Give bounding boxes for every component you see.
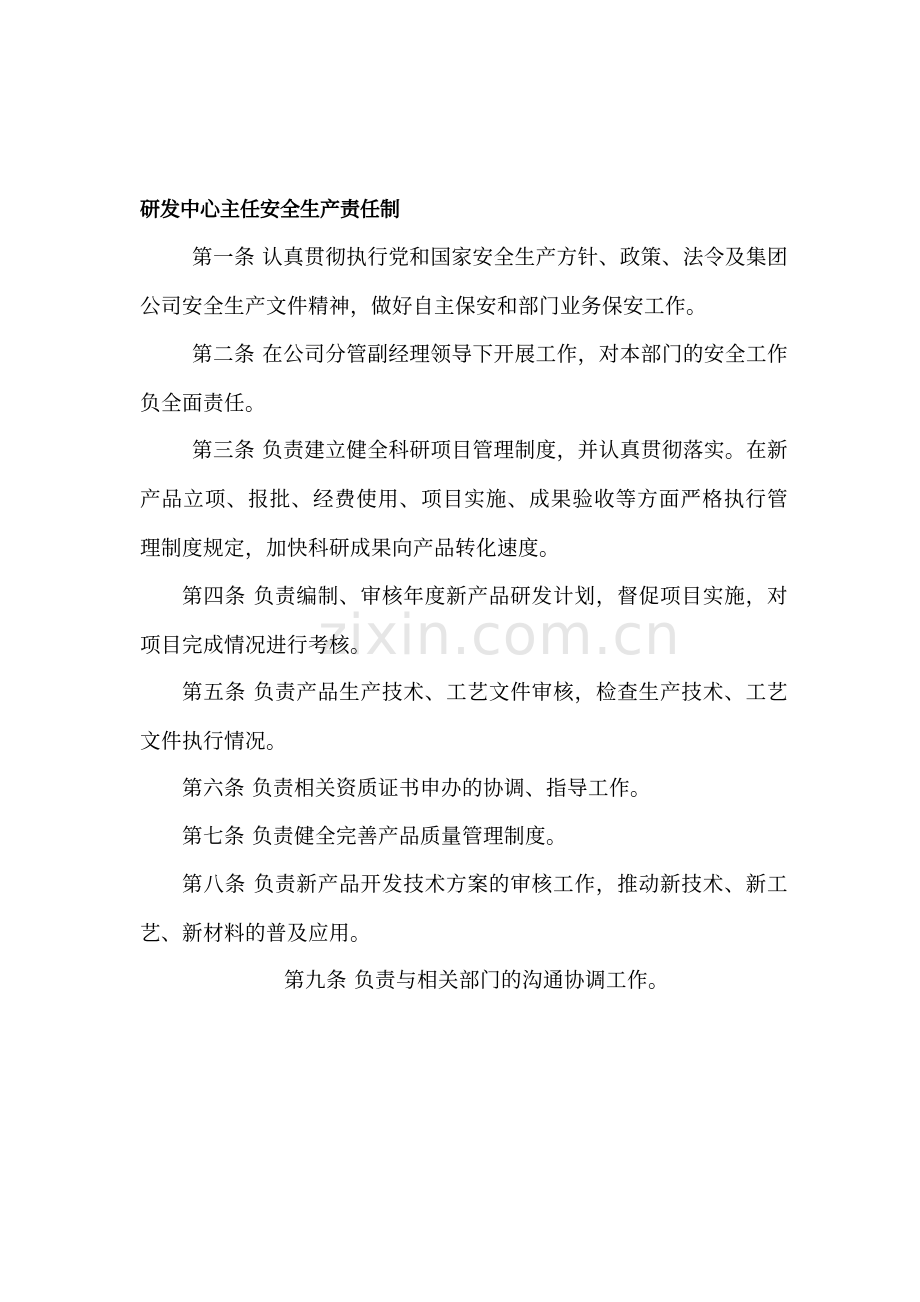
- article-3: 第三条 负责建立健全科研项目管理制度，并认真贯彻落实。在新产品立项、报批、经费使用、项目实施、成果验收等方面严格执行管理制度规定，加快科研成果向产品转化速度。: [140, 438, 788, 560]
- watermark: zixin.com.cn: [318, 603, 681, 668]
- article-8: 第八条 负责新产品开发技术方案的审核工作，推动新技术、新工艺、新材料的普及应用。: [140, 872, 788, 945]
- article-9: 第九条 负责与相关部门的沟通协调工作。: [284, 968, 670, 992]
- article-5: 第五条 负责产品生产技术、工艺文件审核，检查生产技术、工艺文件执行情况。: [140, 680, 788, 753]
- article-2: 第二条 在公司分管副经理领导下开展工作，对本部门的安全工作负全面责任。: [140, 342, 788, 415]
- article-4: 第四条 负责编制、审核年度新产品研发计划，督促项目实施，对项目完成情况进行考核。: [140, 584, 788, 657]
- article-7: 第七条 负责健全完善产品质量管理制度。: [182, 824, 568, 848]
- article-1: 第一条 认真贯彻执行党和国家安全生产方针、政策、法令及集团公司安全生产文件精神，做好自主保安和部门业务保安工作。: [140, 245, 788, 318]
- document-title: 研发中心主任安全生产责任制: [140, 197, 400, 221]
- article-6: 第六条 负责相关资质证书申办的协调、指导工作。: [182, 776, 652, 800]
